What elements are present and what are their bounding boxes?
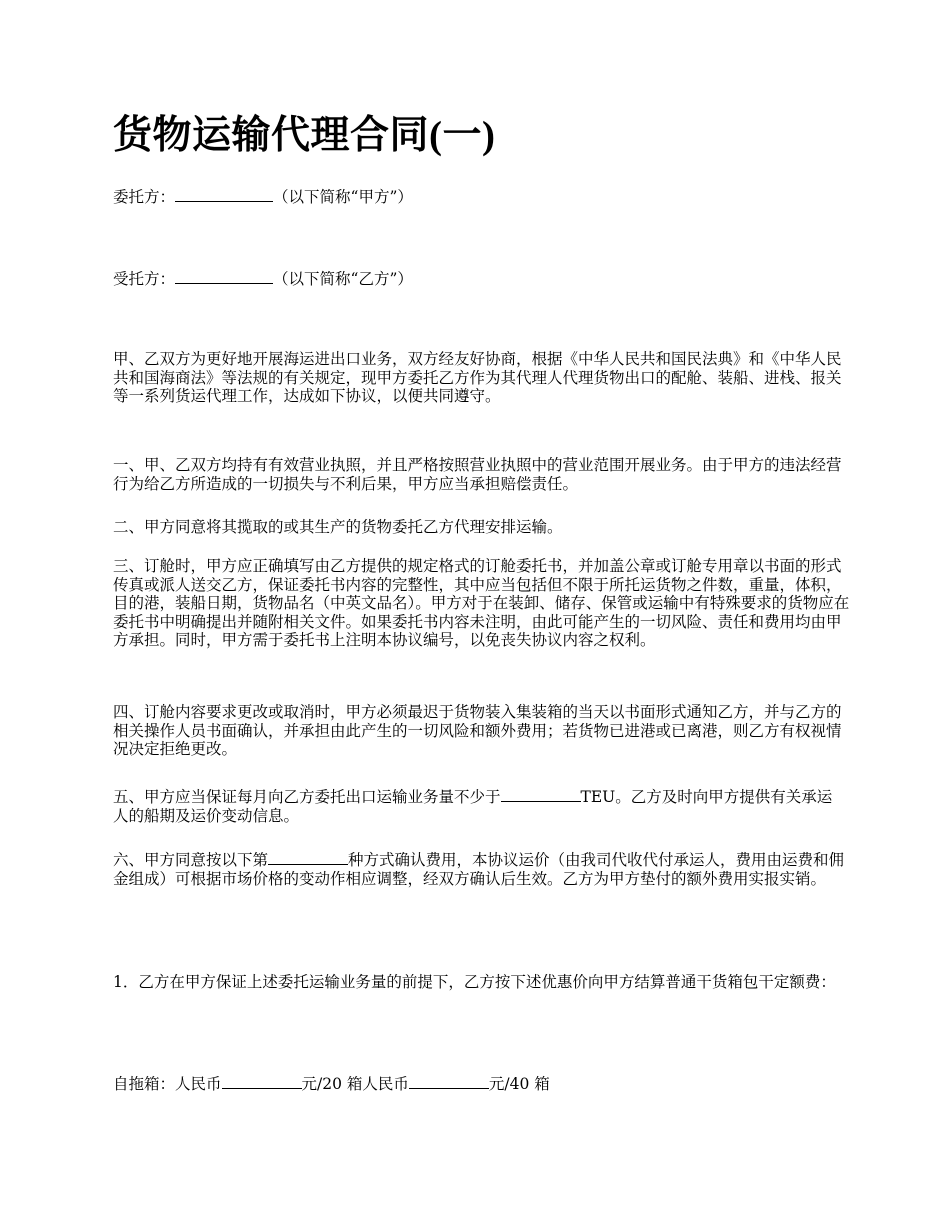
agent-suffix: （以下简称“乙方”） — [273, 270, 413, 288]
self-towing-line — [113, 1073, 550, 1095]
agent-line — [113, 268, 413, 290]
client-label: 委托方： — [113, 188, 176, 206]
self-towing-unit-20: 元/20 箱人民币 — [301, 1075, 409, 1093]
teu-quantity-blank — [501, 786, 581, 802]
clause-1: 一、甲、乙双方均持有有效营业执照，并且严格按照营业执照中的营业范围开展业务。由于甲方的违法经营行为给乙方所造成的一切损失与不利后果，甲方应当承担赔偿责任。 — [113, 456, 842, 493]
item-1: 1．乙方在甲方保证上述委托运输业务量的前提下，乙方按下述优惠价向甲方结算普通干货箱包干定额费： — [113, 973, 836, 991]
clause-4: 四、订舱内容要求更改或取消时，甲方必须最迟于货物装入集装箱的当天以书面形式通知乙方，并与乙方的相关操作人员书面确认，并承担由此产生的一切风险和额外费用；若货物已进港或已离港，则乙方有权视情况决定拒绝更改。 — [113, 703, 842, 758]
clause-6-text-before: 六、甲方同意按以下第 — [113, 851, 269, 869]
intro-paragraph: 甲、乙双方为更好地开展海运进出口业务，双方经友好协商，根据《中华人民共和国民法典》和《中华人民共和国海商法》等法规的有关规定，现甲方委托乙方作为其代理人代理货物出口的配舱、装船、进栈、报关等一系列货运代理工作，达成如下协议，以便共同遵守。 — [113, 350, 842, 405]
fee-method-blank — [268, 849, 348, 865]
clause-5-text-after: TEU。乙方及时向甲方提供有关承运人的船期及运价变动信息。 — [113, 788, 833, 825]
clause-2: 二、甲方同意将其揽取的或其生产的货物委托乙方代理安排运输。 — [113, 518, 563, 536]
clause-6-text-after: 种方式确认费用，本协议运价（由我司代收代付承运人，费用由运费和佣金组成）可根据市场价格的变动作相应调整，经双方确认后生效。乙方为甲方垫付的额外费用实报实销。 — [113, 851, 845, 888]
clause-5 — [113, 786, 833, 825]
price-20ft-blank — [222, 1073, 302, 1089]
agent-label: 受托方： — [113, 270, 176, 288]
client-line — [113, 186, 413, 208]
clause-3: 三、订舱时，甲方应正确填写由乙方提供的规定格式的订舱委托书，并加盖公章或订舱专用章以书面的形式传真或派人送交乙方，保证委托书内容的完整性，其中应当包括但不限于所托运货物之件数，重量，体积，目的港，装船日期，货物品名（中英文品名）。甲方对于在装卸、储存、保管或运输中有特殊要求的货物应在委托书中明确提出并随附相关文件。如果委托书内容未注明，由此可能产生的一切风险、责任和费用均由甲方承担。同时，甲方需于委托书上注明本协议编号，以免丧失协议内容之权利。 — [113, 557, 850, 649]
client-name-blank — [175, 186, 273, 202]
client-suffix: （以下简称“甲方”） — [273, 188, 413, 206]
price-40ft-blank — [409, 1073, 489, 1089]
self-towing-unit-40: 元/40 箱 — [488, 1075, 550, 1093]
agent-name-blank — [175, 268, 273, 284]
clause-5-text-before: 五、甲方应当保证每月向乙方委托出口运输业务量不少于 — [113, 788, 501, 806]
clause-6 — [113, 849, 853, 888]
document-title: 货物运输代理合同(一) — [113, 114, 496, 157]
self-towing-label: 自拖箱：人民币 — [113, 1075, 222, 1093]
